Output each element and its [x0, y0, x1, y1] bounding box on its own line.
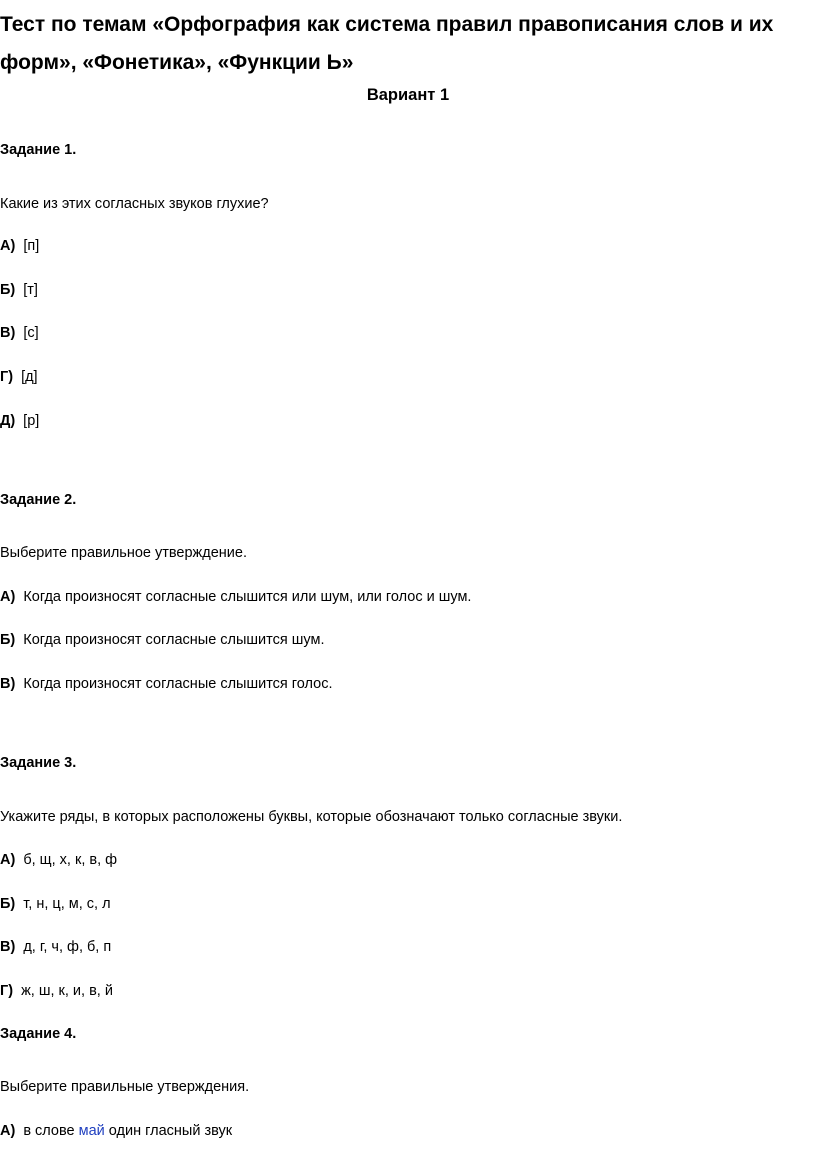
- option-letter: А): [0, 852, 16, 868]
- task-3-question: Укажите ряды, в которых расположены буквы, которые обозначают только согласные звуки.: [0, 809, 623, 825]
- option-text: [с]: [23, 325, 39, 341]
- highlighted-word: май: [78, 1123, 105, 1139]
- task-1-option-b: [0, 282, 38, 298]
- option-letter: В): [0, 325, 16, 341]
- option-text: т, н, ц, м, с, л: [23, 896, 111, 912]
- task-4-option-a: [0, 1123, 232, 1139]
- task-1-heading: Задание 1.: [0, 142, 77, 158]
- option-text: Когда произносят согласные слышится шум.: [23, 632, 325, 648]
- option-letter: В): [0, 939, 16, 955]
- option-text: Когда произносят согласные слышится голос.: [23, 676, 333, 692]
- document-title: Тест по темам «Орфография как система правил правописания слов и их форм», «Фонетика», «Функции Ь»: [0, 13, 774, 74]
- task-1-option-e: [0, 413, 39, 429]
- option-text: Когда произносят согласные слышится или шум, или голос и шум.: [23, 589, 472, 605]
- task-4-heading: Задание 4.: [0, 1026, 77, 1042]
- task-2-question: Выберите правильное утверждение.: [0, 545, 247, 561]
- option-text: ж, ш, к, и, в, й: [21, 983, 113, 999]
- option-letter: А): [0, 1123, 16, 1139]
- option-text: б, щ, х, к, в, ф: [23, 852, 118, 868]
- task-3-option-c: [0, 939, 111, 955]
- task-3-option-a: [0, 852, 117, 868]
- option-text: [р]: [23, 413, 40, 429]
- option-letter: Б): [0, 632, 16, 648]
- option-text: [п]: [23, 238, 40, 254]
- task-3-option-d: [0, 983, 113, 999]
- task-2-option-c: [0, 676, 333, 692]
- task-4-question: Выберите правильные утверждения.: [0, 1079, 250, 1095]
- task-1-question: Какие из этих согласных звуков глухие?: [0, 196, 269, 212]
- option-letter: Д): [0, 413, 16, 429]
- task-3-option-b: [0, 896, 111, 912]
- option-letter: Б): [0, 896, 16, 912]
- option-letter: А): [0, 238, 16, 254]
- variant-heading: Вариант 1: [366, 86, 450, 104]
- option-text: д, г, ч, ф, б, п: [23, 939, 112, 955]
- task-2-heading: Задание 2.: [0, 492, 77, 508]
- option-letter: Б): [0, 282, 16, 298]
- task-3-heading: Задание 3.: [0, 755, 77, 771]
- option-letter: В): [0, 676, 16, 692]
- option-letter: Г): [0, 983, 14, 999]
- task-1-option-a: [0, 238, 39, 254]
- option-letter: Г): [0, 369, 14, 385]
- task-1-option-c: [0, 325, 39, 341]
- option-letter: А): [0, 589, 16, 605]
- option-text: [д]: [21, 369, 38, 385]
- task-2-option-a: [0, 589, 471, 605]
- task-1-option-d: [0, 369, 38, 385]
- option-text: [т]: [23, 282, 38, 298]
- option-text-after: один гласный звук: [108, 1123, 233, 1139]
- task-2-option-b: [0, 632, 324, 648]
- option-text-before: в слове: [23, 1123, 75, 1139]
